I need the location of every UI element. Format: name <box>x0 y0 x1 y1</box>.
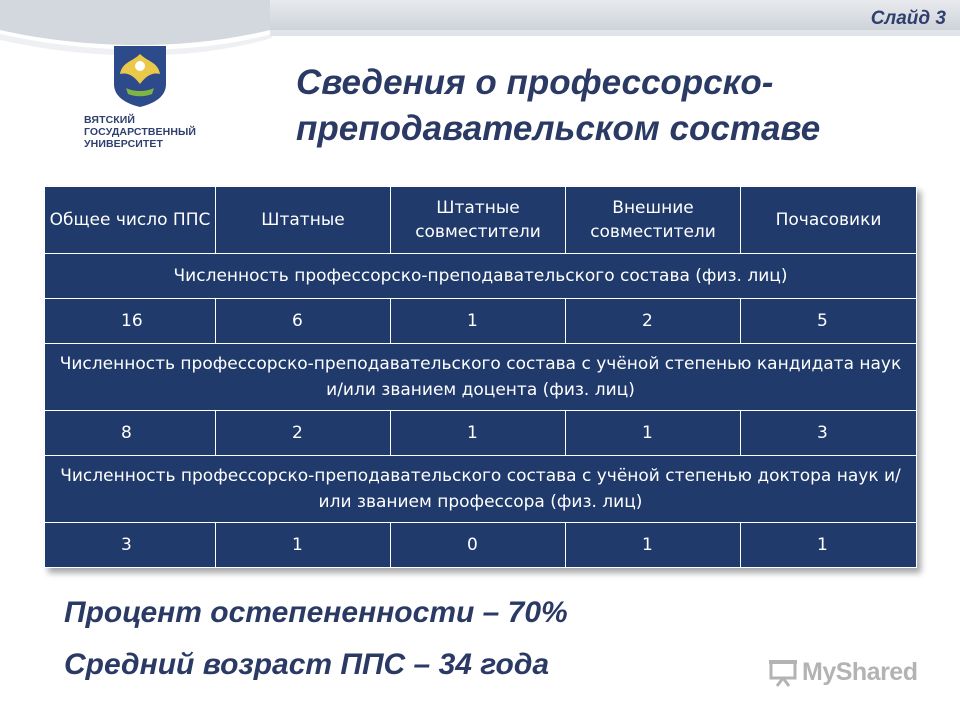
cell-total: 3 <box>45 523 216 568</box>
cell-hourly: 1 <box>741 523 917 568</box>
cell-total: 8 <box>45 411 216 456</box>
cell-external-part-time: 2 <box>566 299 741 344</box>
staff-table <box>44 186 917 568</box>
degree-percent-text: Процент остепененности – 70% <box>64 596 568 629</box>
cell-internal-part-time: 1 <box>391 411 566 456</box>
section-row <box>45 344 917 411</box>
watermark <box>768 658 917 687</box>
cell-staff: 6 <box>216 299 391 344</box>
cell-staff: 2 <box>216 411 391 456</box>
table-row <box>45 411 917 456</box>
title-line-2: преподавательском составе <box>296 109 821 148</box>
header-staff: Штатные <box>216 187 391 254</box>
cell-total: 16 <box>45 299 216 344</box>
logo-line-3: УНИВЕРСИТЕТ <box>84 138 164 150</box>
presentation-icon <box>768 659 798 687</box>
cell-hourly: 5 <box>741 299 917 344</box>
header-external-part-time: Внешние совместители <box>566 187 741 254</box>
table-row <box>45 523 917 568</box>
cell-external-part-time: 1 <box>566 523 741 568</box>
cell-internal-part-time: 0 <box>391 523 566 568</box>
cell-hourly: 3 <box>741 411 917 456</box>
section-row <box>45 456 917 523</box>
logo-line-2: ГОСУДАРСТВЕННЫЙ <box>84 126 197 138</box>
university-logo <box>84 44 204 162</box>
header-total: Общее число ППС <box>45 187 216 254</box>
cell-external-part-time: 1 <box>566 411 741 456</box>
section-label: Численность профессорско-преподавательского состава (физ. лиц) <box>45 254 917 299</box>
header-internal-part-time: Штатные совместители <box>391 187 566 254</box>
section-label: Численность профессорско-преподавательского состава с учёной степенью доктора наук и/или званием профессора (физ. лиц) <box>45 456 917 523</box>
title-line-1: Сведения о профессорско- <box>296 63 774 102</box>
eagle-crest-icon <box>112 44 168 108</box>
slide-title <box>296 60 946 152</box>
table-row <box>45 299 917 344</box>
average-age-text: Средний возраст ППС – 34 года <box>64 648 550 681</box>
section-row <box>45 254 917 299</box>
logo-line-1: ВЯТСКИЙ <box>84 114 136 126</box>
section-label: Численность профессорско-преподавательского состава с учёной степенью кандидата наук и/или званием доцента (физ. лиц) <box>45 344 917 411</box>
table-header-row <box>45 187 917 254</box>
cell-internal-part-time: 1 <box>391 299 566 344</box>
cell-staff: 1 <box>216 523 391 568</box>
watermark-text: MyShared <box>802 658 918 686</box>
header-hourly: Почасовики <box>741 187 917 254</box>
slide-number: Слайд 3 <box>870 8 946 29</box>
